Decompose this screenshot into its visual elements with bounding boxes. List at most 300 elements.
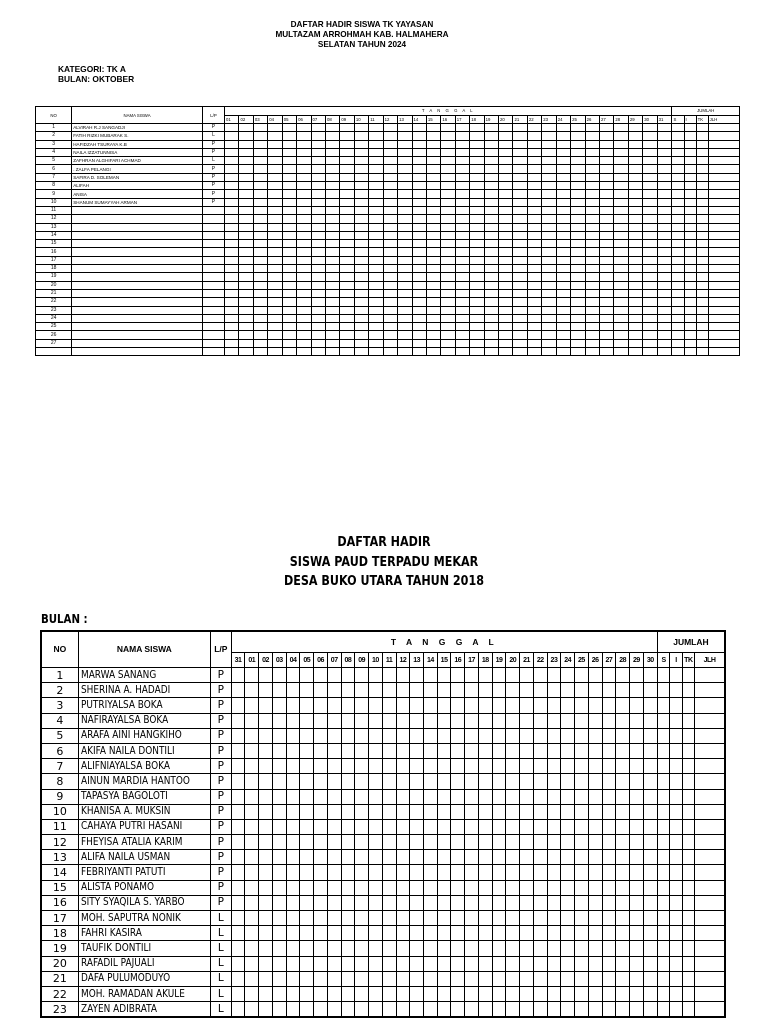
- attendance-cell: [484, 223, 498, 231]
- attendance-cell: [325, 223, 339, 231]
- attendance-cell: [340, 248, 354, 256]
- attendance-cell: [585, 289, 599, 297]
- attendance-cell: [599, 215, 613, 223]
- total-cell: [684, 298, 696, 306]
- attendance-cell: [616, 698, 630, 713]
- attendance-cell: [225, 157, 239, 165]
- attendance-cell: [520, 926, 534, 941]
- attendance-cell: [629, 668, 643, 683]
- row-number: 4: [41, 713, 78, 728]
- attendance-cell: [245, 804, 259, 819]
- student-name-cell: [72, 198, 203, 206]
- attendance-cell: [253, 140, 267, 148]
- total-cell: [684, 124, 696, 132]
- attendance-cell: [225, 339, 239, 347]
- attendance-cell: [657, 157, 672, 165]
- total-cell: [684, 248, 696, 256]
- attendance-cell: [513, 206, 527, 214]
- attendance-cell: [556, 339, 570, 347]
- attendance-cell: [657, 223, 672, 231]
- attendance-cell: [282, 198, 296, 206]
- student-name-cell: [78, 880, 210, 895]
- row-number: 12: [41, 835, 78, 850]
- attendance-cell: [492, 713, 506, 728]
- total-cell: [672, 323, 684, 331]
- attendance-cell: [437, 789, 451, 804]
- attendance-cell: [628, 231, 642, 239]
- attendance-cell: [571, 323, 585, 331]
- total-cell: [672, 132, 684, 140]
- attendance-cell: [396, 683, 410, 698]
- student-name-cell: [78, 774, 210, 789]
- attendance-cell: [341, 743, 355, 758]
- attendance-cell: [327, 804, 341, 819]
- attendance-cell: [231, 804, 245, 819]
- attendance-cell: [398, 132, 412, 140]
- student-name-cell: [72, 339, 203, 347]
- attendance-cell: [492, 698, 506, 713]
- attendance-cell: [259, 911, 273, 926]
- attendance-cell: [465, 880, 479, 895]
- attendance-cell: [396, 895, 410, 910]
- attendance-cell: [282, 348, 296, 356]
- student-gender: [202, 331, 224, 339]
- student-gender: L: [211, 956, 232, 971]
- day-header: 11: [369, 115, 383, 124]
- attendance-cell: [369, 743, 383, 758]
- attendance-cell: [657, 140, 672, 148]
- attendance-cell: [571, 240, 585, 248]
- attendance-cell: [455, 323, 469, 331]
- attendance-cell: [369, 789, 383, 804]
- attendance-cell: [520, 956, 534, 971]
- attendance-cell: [259, 926, 273, 941]
- attendance-cell: [614, 314, 628, 322]
- attendance-cell: [268, 148, 282, 156]
- total-cell: [708, 256, 739, 264]
- total-cell: [696, 231, 708, 239]
- attendance-cell: [369, 1002, 383, 1018]
- attendance-cell: [628, 306, 642, 314]
- total-cell: [696, 314, 708, 322]
- attendance-cell: [311, 173, 325, 181]
- student-name-cell: [72, 331, 203, 339]
- total-cell: [696, 215, 708, 223]
- attendance-cell: [614, 323, 628, 331]
- attendance-cell: [470, 248, 484, 256]
- attendance-cell: [268, 124, 282, 132]
- student-row: [36, 273, 740, 281]
- attendance-cell: [588, 911, 602, 926]
- attendance-cell: [382, 774, 396, 789]
- attendance-cell: [513, 165, 527, 173]
- attendance-cell: [441, 182, 455, 190]
- attendance-cell: [628, 298, 642, 306]
- attendance-cell: [354, 198, 368, 206]
- attendance-cell: [484, 215, 498, 223]
- attendance-cell: [423, 728, 437, 743]
- attendance-cell: [272, 713, 286, 728]
- attendance-cell: [484, 348, 498, 356]
- attendance-cell: [585, 206, 599, 214]
- student-name: MOH. SAPUTRA NONIK: [80, 911, 181, 924]
- attendance-cell: [396, 759, 410, 774]
- attendance-cell: [643, 148, 657, 156]
- row-number: 26: [36, 331, 72, 339]
- attendance-cell: [643, 248, 657, 256]
- attendance-cell: [311, 298, 325, 306]
- attendance-cell: [643, 165, 657, 173]
- attendance-cell: [533, 941, 547, 956]
- attendance-cell: [571, 148, 585, 156]
- student-name: FEBRIYANTI PATUTI: [80, 866, 166, 879]
- day-header: 07: [327, 653, 341, 668]
- attendance-cell: [614, 306, 628, 314]
- attendance-cell: [231, 774, 245, 789]
- attendance-cell: [286, 819, 300, 834]
- day-header: 31: [231, 653, 245, 668]
- attendance-cell: [585, 190, 599, 198]
- attendance-cell: [484, 132, 498, 140]
- attendance-cell: [231, 698, 245, 713]
- attendance-cell: [657, 173, 672, 181]
- attendance-cell: [410, 668, 424, 683]
- attendance-cell: [383, 148, 397, 156]
- attendance-cell: [245, 895, 259, 910]
- sheet1-attendance-table: [35, 106, 740, 356]
- attendance-cell: [225, 331, 239, 339]
- student-gender: L: [211, 971, 232, 986]
- student-name: ALISTA PONAMO: [80, 881, 154, 894]
- attendance-cell: [437, 880, 451, 895]
- attendance-cell: [412, 215, 426, 223]
- attendance-cell: [451, 743, 465, 758]
- attendance-cell: [478, 743, 492, 758]
- attendance-cell: [325, 165, 339, 173]
- attendance-cell: [575, 835, 589, 850]
- attendance-cell: [533, 880, 547, 895]
- attendance-cell: [628, 140, 642, 148]
- attendance-cell: [492, 774, 506, 789]
- attendance-cell: [282, 240, 296, 248]
- student-gender: P: [211, 895, 232, 910]
- attendance-cell: [423, 713, 437, 728]
- attendance-cell: [506, 986, 520, 1001]
- attendance-cell: [369, 698, 383, 713]
- attendance-cell: [478, 1002, 492, 1018]
- attendance-cell: [571, 331, 585, 339]
- attendance-cell: [311, 148, 325, 156]
- attendance-cell: [268, 323, 282, 331]
- attendance-cell: [341, 865, 355, 880]
- attendance-cell: [455, 140, 469, 148]
- attendance-cell: [499, 223, 513, 231]
- attendance-cell: [561, 743, 575, 758]
- total-cell: [670, 743, 682, 758]
- attendance-cell: [410, 926, 424, 941]
- attendance-cell: [629, 683, 643, 698]
- attendance-cell: [398, 323, 412, 331]
- attendance-cell: [369, 157, 383, 165]
- student-name: ANISA: [73, 191, 87, 197]
- attendance-cell: [423, 850, 437, 865]
- total-cell: [670, 971, 682, 986]
- day-header: 06: [297, 115, 311, 124]
- attendance-cell: [253, 124, 267, 132]
- attendance-cell: [556, 348, 570, 356]
- attendance-cell: [520, 941, 534, 956]
- attendance-cell: [259, 759, 273, 774]
- attendance-cell: [628, 165, 642, 173]
- attendance-cell: [253, 240, 267, 248]
- attendance-cell: [585, 306, 599, 314]
- student-row: [41, 713, 725, 728]
- attendance-cell: [300, 683, 314, 698]
- attendance-cell: [382, 759, 396, 774]
- attendance-cell: [628, 215, 642, 223]
- student-row: [41, 895, 725, 910]
- day-header: 30: [643, 653, 657, 668]
- attendance-cell: [286, 895, 300, 910]
- attendance-cell: [616, 774, 630, 789]
- attendance-cell: [340, 223, 354, 231]
- total-cell: [684, 223, 696, 231]
- attendance-cell: [282, 273, 296, 281]
- attendance-cell: [628, 132, 642, 140]
- attendance-cell: [297, 173, 311, 181]
- attendance-cell: [547, 713, 561, 728]
- attendance-cell: [426, 289, 440, 297]
- attendance-cell: [253, 173, 267, 181]
- attendance-cell: [355, 880, 369, 895]
- total-cell: [695, 850, 725, 865]
- attendance-cell: [437, 895, 451, 910]
- attendance-cell: [410, 895, 424, 910]
- attendance-cell: [602, 941, 616, 956]
- attendance-cell: [259, 956, 273, 971]
- student-row: [36, 124, 740, 132]
- day-header: 21: [520, 653, 534, 668]
- attendance-cell: [527, 265, 541, 273]
- attendance-cell: [311, 331, 325, 339]
- day-header: 19: [492, 653, 506, 668]
- attendance-cell: [643, 880, 657, 895]
- attendance-cell: [542, 323, 556, 331]
- attendance-cell: [643, 240, 657, 248]
- student-row: [36, 198, 740, 206]
- attendance-cell: [478, 895, 492, 910]
- attendance-cell: [341, 759, 355, 774]
- attendance-cell: [355, 1002, 369, 1018]
- total-cell: [708, 265, 739, 273]
- attendance-cell: [571, 198, 585, 206]
- attendance-cell: [297, 206, 311, 214]
- attendance-cell: [369, 850, 383, 865]
- attendance-cell: [470, 198, 484, 206]
- attendance-cell: [437, 819, 451, 834]
- student-name-cell: [72, 289, 203, 297]
- attendance-cell: [556, 248, 570, 256]
- attendance-cell: [643, 298, 657, 306]
- attendance-cell: [542, 256, 556, 264]
- attendance-cell: [520, 1002, 534, 1018]
- attendance-cell: [231, 728, 245, 743]
- attendance-cell: [410, 850, 424, 865]
- attendance-cell: [423, 668, 437, 683]
- total-cell: [696, 140, 708, 148]
- attendance-cell: [355, 850, 369, 865]
- attendance-cell: [465, 926, 479, 941]
- attendance-cell: [513, 306, 527, 314]
- attendance-cell: [643, 789, 657, 804]
- total-cell: [708, 323, 739, 331]
- total-cell: [708, 240, 739, 248]
- attendance-cell: [616, 713, 630, 728]
- attendance-cell: [259, 743, 273, 758]
- attendance-cell: [382, 986, 396, 1001]
- total-cell: [684, 281, 696, 289]
- attendance-cell: [465, 895, 479, 910]
- attendance-cell: [300, 713, 314, 728]
- attendance-cell: [513, 190, 527, 198]
- attendance-cell: [300, 865, 314, 880]
- attendance-cell: [325, 314, 339, 322]
- attendance-cell: [327, 1002, 341, 1018]
- student-row: [41, 986, 725, 1001]
- attendance-cell: [268, 231, 282, 239]
- attendance-cell: [341, 880, 355, 895]
- day-header: 15: [426, 115, 440, 124]
- attendance-cell: [354, 240, 368, 248]
- attendance-cell: [441, 281, 455, 289]
- attendance-cell: [282, 132, 296, 140]
- attendance-cell: [643, 323, 657, 331]
- attendance-cell: [423, 819, 437, 834]
- attendance-cell: [369, 140, 383, 148]
- attendance-cell: [325, 306, 339, 314]
- attendance-cell: [599, 240, 613, 248]
- attendance-cell: [239, 140, 253, 148]
- attendance-cell: [369, 668, 383, 683]
- attendance-cell: [412, 256, 426, 264]
- attendance-cell: [239, 339, 253, 347]
- day-header: 11: [382, 653, 396, 668]
- attendance-cell: [325, 157, 339, 165]
- day-header: 24: [561, 653, 575, 668]
- attendance-cell: [231, 683, 245, 698]
- attendance-cell: [383, 124, 397, 132]
- total-cell: [682, 911, 694, 926]
- attendance-cell: [253, 314, 267, 322]
- student-name: SHERINA A. HADADI: [80, 683, 170, 696]
- attendance-cell: [542, 289, 556, 297]
- attendance-cell: [455, 298, 469, 306]
- attendance-cell: [561, 774, 575, 789]
- day-header: 12: [396, 653, 410, 668]
- sheet1-title-line: MULTAZAM ARROHMAH KAB. HALMAHERA: [275, 30, 449, 39]
- attendance-cell: [355, 971, 369, 986]
- attendance-cell: [643, 865, 657, 880]
- student-gender: [202, 339, 224, 347]
- total-cell: [695, 926, 725, 941]
- total-cell: [695, 743, 725, 758]
- day-header: 30: [643, 115, 657, 124]
- student-gender: [202, 281, 224, 289]
- attendance-cell: [588, 956, 602, 971]
- student-name: HAFIDZAH TSURAYA K.B: [73, 141, 127, 147]
- total-cell: [670, 956, 682, 971]
- day-header: 25: [575, 653, 589, 668]
- attendance-cell: [470, 323, 484, 331]
- attendance-cell: [542, 182, 556, 190]
- total-cell: [684, 323, 696, 331]
- attendance-cell: [253, 215, 267, 223]
- student-gender: [202, 265, 224, 273]
- attendance-cell: [410, 911, 424, 926]
- total-cell: [672, 140, 684, 148]
- attendance-cell: [314, 971, 328, 986]
- attendance-cell: [441, 348, 455, 356]
- attendance-cell: [423, 698, 437, 713]
- attendance-cell: [231, 1002, 245, 1018]
- day-header: 24: [556, 115, 570, 124]
- header-row: [36, 107, 740, 116]
- attendance-cell: [643, 956, 657, 971]
- student-name-cell: [72, 173, 203, 181]
- day-header: 28: [616, 653, 630, 668]
- attendance-cell: [602, 668, 616, 683]
- attendance-cell: [225, 165, 239, 173]
- attendance-cell: [533, 713, 547, 728]
- total-cell: [657, 926, 669, 941]
- attendance-cell: [398, 314, 412, 322]
- attendance-cell: [297, 215, 311, 223]
- attendance-cell: [484, 231, 498, 239]
- attendance-cell: [286, 865, 300, 880]
- attendance-cell: [628, 190, 642, 198]
- total-cell: [682, 971, 694, 986]
- attendance-cell: [547, 865, 561, 880]
- attendance-cell: [340, 132, 354, 140]
- attendance-cell: [465, 971, 479, 986]
- student-name: ALIFNIAYALSA BOKA: [80, 759, 170, 772]
- attendance-cell: [225, 256, 239, 264]
- attendance-cell: [398, 182, 412, 190]
- total-cell: [670, 789, 682, 804]
- attendance-cell: [286, 956, 300, 971]
- attendance-cell: [286, 926, 300, 941]
- total-cell: [696, 148, 708, 156]
- student-name: RAFADIL PAJUALI: [80, 957, 155, 970]
- attendance-cell: [542, 140, 556, 148]
- attendance-cell: [282, 157, 296, 165]
- attendance-cell: [354, 182, 368, 190]
- sheet1-bulan: BULAN: OKTOBER: [58, 74, 135, 84]
- attendance-cell: [643, 124, 657, 132]
- total-cell: [684, 198, 696, 206]
- attendance-cell: [272, 956, 286, 971]
- attendance-cell: [245, 743, 259, 758]
- attendance-cell: [272, 819, 286, 834]
- attendance-cell: [314, 911, 328, 926]
- total-cell: [696, 157, 708, 165]
- attendance-cell: [382, 804, 396, 819]
- attendance-cell: [369, 348, 383, 356]
- attendance-cell: [614, 182, 628, 190]
- attendance-cell: [556, 306, 570, 314]
- attendance-cell: [282, 182, 296, 190]
- attendance-cell: [643, 683, 657, 698]
